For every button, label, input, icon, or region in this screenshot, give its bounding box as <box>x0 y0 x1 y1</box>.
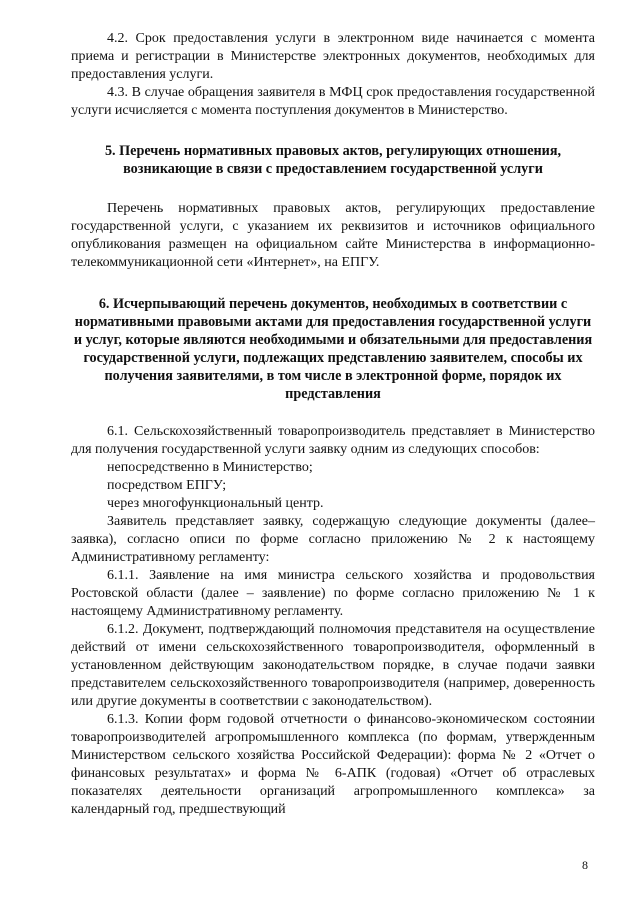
submission-method-item: непосредственно в Министерство; <box>107 460 313 475</box>
paragraph-6-1-3: 6.1.3. Копии форм годовой отчетности о финансово-экономическом состоянии товаропроизводителей агропромышленного комплекса (по формам, утвержденным Министерством сельского хозяйства Российской Федерации): форма № 2 «Отчет о финансовых результатах» и форма № 6-АПК (годовая) «Отчет об отраслевых показателях деятельности организаций агропромышленного комплекса» за календарный год, предшествующий <box>71 712 595 817</box>
section-6-heading: 6. Исчерпывающий перечень документов, необходимых в соответствии с нормативными правовыми актами для предоставления государственной услуги и услуг, которые являются необходимыми и обязательными для предоставления государственной услуги, подлежащих представлению заявителем, способы их получения заявителями, в том числе в электронной форме, порядок их представления <box>73 296 593 402</box>
paragraph-6-1-2: 6.1.2. Документ, подтверждающий полномочия представителя на осуществление действий от имени сельскохозяйственного товаропроизводителя, оформленный в установленном действующим законодательством порядке, в случае подачи заявки представителем сельскохозяйственного товаропроизводителя (например, доверенность или другие документы в соответствии с законодательством). <box>71 622 595 709</box>
submission-method-item: посредством ЕПГУ; <box>107 478 227 493</box>
paragraph-4-2: 4.2. Срок предоставления услуги в электронном виде начинается с момента приема и регистрации в Министерстве электронных документов, необходимых для предоставления услуги. <box>71 31 595 82</box>
paragraph-6-1-1: 6.1.1. Заявление на имя министра сельского хозяйства и продовольствия Ростовской области (далее – заявление) по форме согласно приложению № 1 к настоящему Административному регламенту. <box>71 568 595 619</box>
page-number: 8 <box>582 858 588 872</box>
paragraph-4-3: 4.3. В случае обращения заявителя в МФЦ срок предоставления государственной услуги исчисляется с момента поступления документов в Министерство. <box>71 85 595 118</box>
submission-method-item: через многофункциональный центр. <box>107 496 324 511</box>
paragraph-6-1: 6.1. Сельскохозяйственный товаропроизводитель представляет в Министерство для получения государственной услуги заявку одним из следующих способов: <box>71 424 595 457</box>
section-5-paragraph: Перечень нормативных правовых актов, регулирующих предоставление государственной услуги, с указанием их реквизитов и источников официального опубликования размещен на официальном сайте Министерства в информационно-телекоммуникационной сети «Интернет», на ЕПГУ. <box>71 201 595 270</box>
applicant-paragraph: Заявитель представляет заявку, содержащую следующие документы (далее– заявка), согласно описи по форме согласно приложению № 2 к настоящему Административному регламенту: <box>71 514 595 565</box>
document-page <box>71 30 595 819</box>
section-5-heading: 5. Перечень нормативных правовых актов, регулирующих отношения, возникающие в связи с предоставлением государственной услуги <box>104 143 562 177</box>
